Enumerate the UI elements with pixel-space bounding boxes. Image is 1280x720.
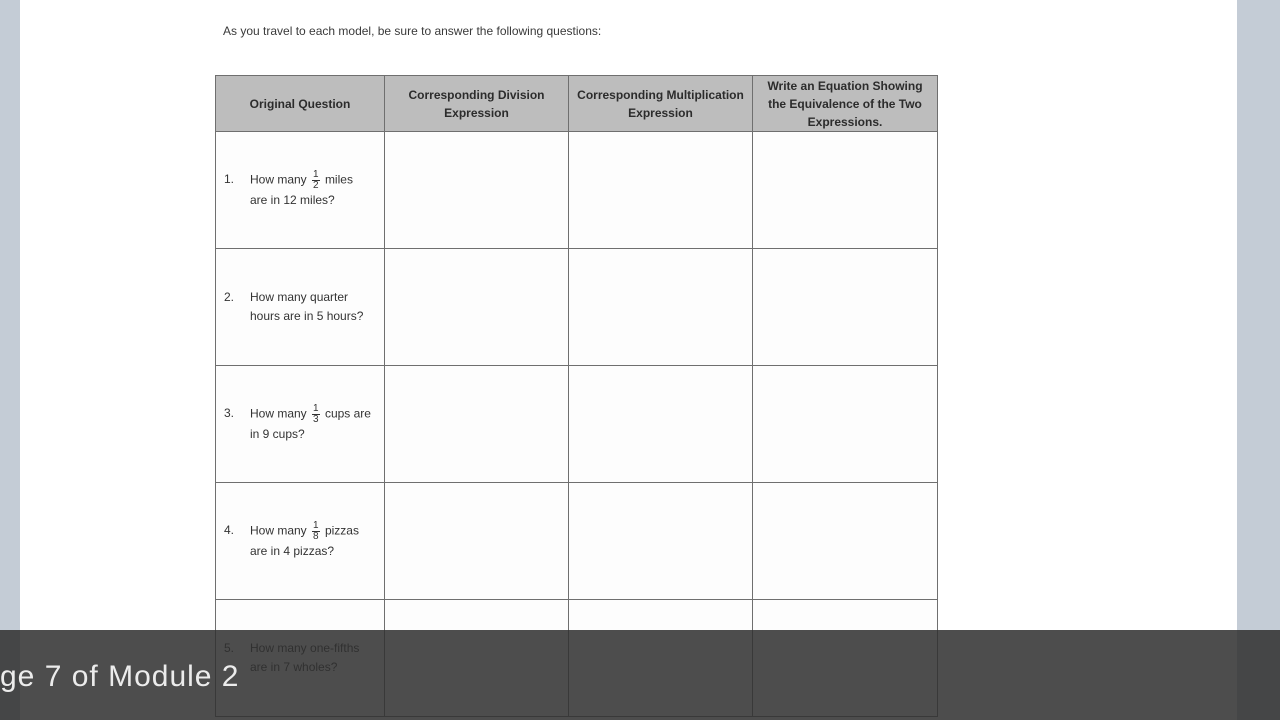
question-text: How many quarter bbox=[250, 290, 349, 304]
question-text: cups are bbox=[324, 406, 371, 421]
question-cell bbox=[216, 483, 385, 600]
video-caption-text: ge 7 of Module 2 bbox=[0, 660, 240, 693]
division-answer-cell[interactable] bbox=[385, 249, 569, 366]
fraction-numerator: 1 bbox=[313, 403, 319, 414]
fraction-numerator: 1 bbox=[313, 169, 319, 180]
equation-answer-cell[interactable] bbox=[753, 483, 938, 600]
header-original-question: Original Question bbox=[216, 76, 385, 132]
equation-answer-cell[interactable] bbox=[753, 249, 938, 366]
question-text: are in 4 pizzas? bbox=[250, 544, 335, 558]
fraction-numerator: 1 bbox=[313, 520, 319, 531]
question-cell bbox=[216, 366, 385, 483]
question-text: are in 12 miles? bbox=[250, 193, 335, 207]
worksheet-page bbox=[20, 0, 1237, 720]
equation-answer-cell[interactable] bbox=[753, 132, 938, 249]
table-row bbox=[216, 249, 938, 366]
header-division-expression: Corresponding Division Expression bbox=[385, 76, 569, 132]
question-text: How many bbox=[250, 406, 307, 421]
multiplication-answer-cell[interactable] bbox=[569, 132, 753, 249]
question-text: in 9 cups? bbox=[250, 427, 305, 441]
division-answer-cell[interactable] bbox=[385, 366, 569, 483]
equation-answer-cell[interactable] bbox=[753, 366, 938, 483]
question-text: miles bbox=[324, 172, 353, 187]
question-number: 4. bbox=[224, 523, 235, 537]
question-cell bbox=[216, 132, 385, 249]
multiplication-answer-cell[interactable] bbox=[569, 366, 753, 483]
question-text: How many bbox=[250, 523, 307, 538]
fraction bbox=[312, 521, 320, 542]
multiplication-answer-cell[interactable] bbox=[569, 483, 753, 600]
question-cell bbox=[216, 249, 385, 366]
question-number: 3. bbox=[224, 406, 235, 420]
table-row bbox=[216, 366, 938, 483]
fraction bbox=[312, 404, 320, 425]
header-multiplication-expression: Corresponding Multiplication Expression bbox=[569, 76, 753, 132]
multiplication-answer-cell[interactable] bbox=[569, 249, 753, 366]
question-text: How many bbox=[250, 172, 307, 187]
fraction bbox=[312, 170, 320, 191]
fraction-denominator: 8 bbox=[313, 531, 319, 542]
table-row bbox=[216, 132, 938, 249]
header-equation: Write an Equation Showing the Equivalence of the Two Expressions. bbox=[753, 76, 938, 132]
fraction-denominator: 3 bbox=[313, 414, 319, 425]
table-row bbox=[216, 483, 938, 600]
question-text: hours are in 5 hours? bbox=[250, 309, 364, 323]
division-answer-cell[interactable] bbox=[385, 483, 569, 600]
question-number: 1. bbox=[224, 172, 235, 186]
division-answer-cell[interactable] bbox=[385, 132, 569, 249]
question-table bbox=[215, 75, 938, 717]
fraction-denominator: 2 bbox=[313, 180, 319, 191]
table-header-row bbox=[216, 76, 938, 132]
question-number: 2. bbox=[224, 290, 235, 304]
instructions-text: As you travel to each model, be sure to answer the following questions: bbox=[223, 24, 602, 38]
question-text: pizzas bbox=[324, 523, 359, 538]
